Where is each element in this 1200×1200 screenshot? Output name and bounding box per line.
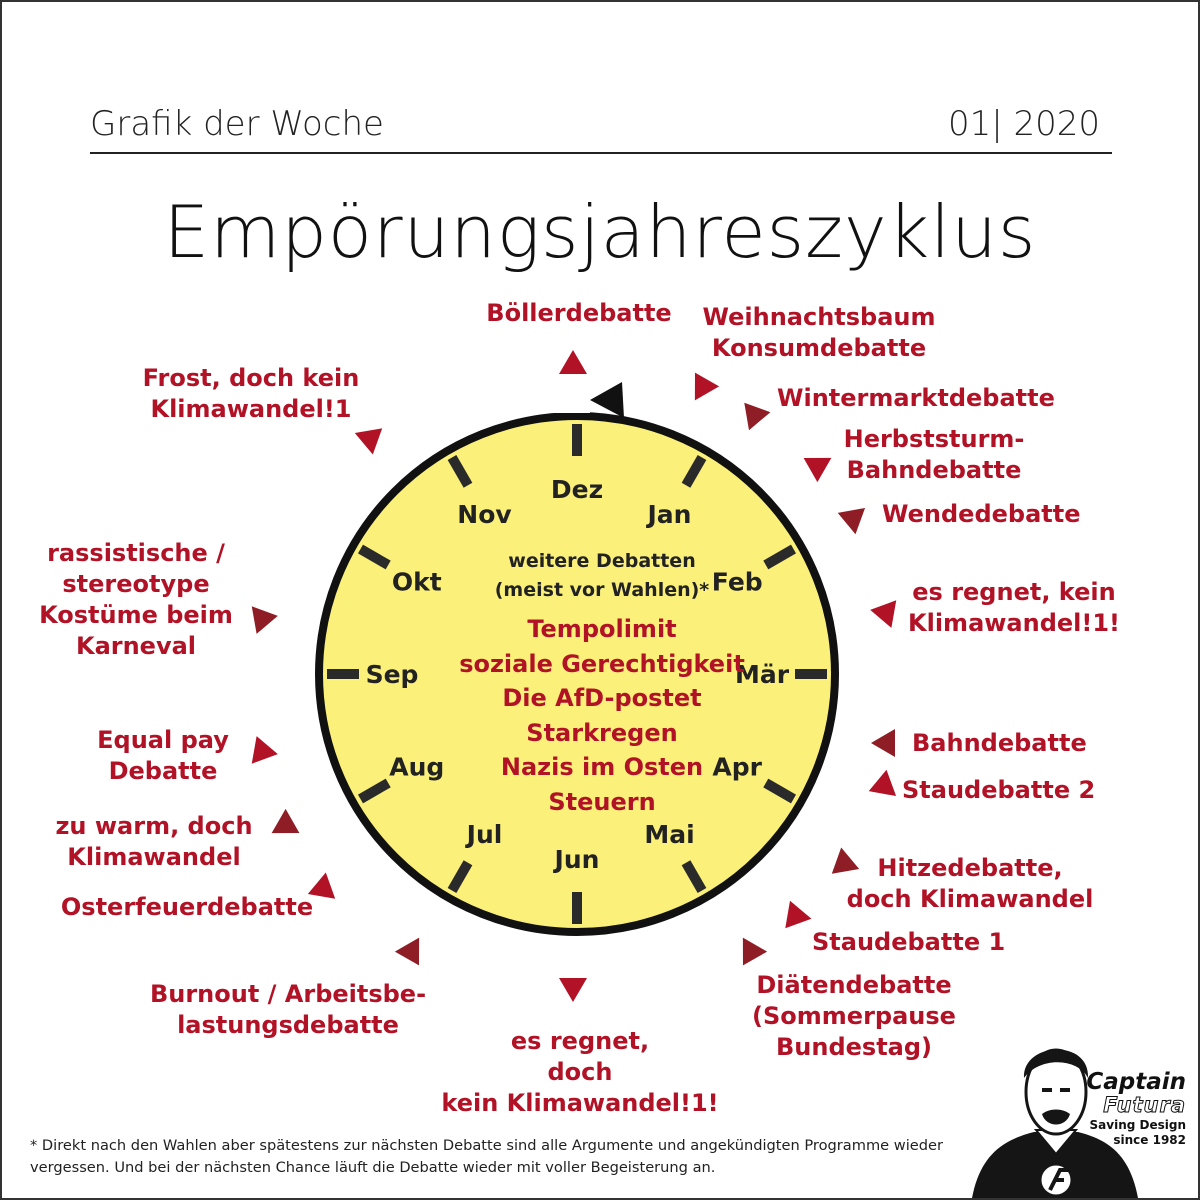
- month-label: Nov: [457, 499, 512, 529]
- debate-label-line: Karneval: [75, 632, 197, 660]
- debate-label-line: Bahndebatte: [912, 729, 1087, 757]
- month-label: Jan: [647, 499, 692, 529]
- debate-pointer-equal-pay: [252, 736, 280, 768]
- debate-label-burnout: [150, 979, 426, 1041]
- month-label: Mär: [734, 660, 790, 689]
- debate-label-line: Staudebatte 1: [812, 928, 1006, 956]
- debate-label-weihnachtsbaum: [702, 302, 935, 364]
- center-topic: Die AfD-postet: [502, 684, 702, 712]
- debate-pointer-karneval: [252, 602, 280, 634]
- debate-pointer-frost: [355, 418, 391, 455]
- debate-pointer-wende: [833, 500, 865, 535]
- debate-label-osterfeuer: [61, 892, 313, 923]
- page-title: Empörungsjahreszyklus: [163, 190, 1037, 274]
- debate-label-herbststurm: [844, 424, 1025, 486]
- debate-label-equal-pay: [97, 725, 229, 787]
- debate-label-line: Bahndebatte: [846, 456, 1022, 484]
- debate-label-staude-2: [902, 775, 1095, 806]
- brand-since: since 1982: [1113, 1133, 1186, 1147]
- debate-label-line: Equal pay: [97, 726, 229, 754]
- debate-label-line: lastungsdebatte: [177, 1011, 399, 1039]
- month-label: Apr: [712, 752, 763, 782]
- debate-label-line: Frost, doch kein: [142, 364, 360, 392]
- debate-label-regnet-kein: [908, 577, 1120, 639]
- debate-label-line: Böllerdebatte: [486, 299, 672, 327]
- debate-label-line: es regnet,: [510, 1027, 650, 1055]
- month-label: Sep: [365, 660, 419, 689]
- brand-name-bottom: Futura: [1103, 1093, 1186, 1117]
- month-label: Mai: [644, 820, 695, 850]
- debate-label-line: Wintermarktdebatte: [777, 384, 1055, 412]
- debate-label-regnet-doch: [441, 1026, 718, 1119]
- debate-label-line: Klimawandel!1: [150, 395, 352, 423]
- center-topic: Steuern: [548, 787, 656, 816]
- month-label: Aug: [389, 752, 445, 782]
- debate-label-line: es regnet, kein: [912, 578, 1116, 606]
- debate-label-line: doch: [547, 1058, 613, 1086]
- center-topic: Nazis im Osten: [500, 753, 704, 781]
- debate-label-line: (Sommerpause: [752, 1002, 956, 1030]
- center-topic: soziale Gerechtigkeit: [459, 649, 745, 678]
- debate-label-line: Klimawandel!1!: [908, 609, 1120, 637]
- center-topic-list: [432, 612, 772, 819]
- debate-pointer-regnet-kein: [868, 596, 896, 628]
- brand-name-top: Captain: [1086, 1069, 1186, 1095]
- debate-label-karneval: [39, 538, 233, 662]
- brand-tagline: Saving Design: [1089, 1118, 1186, 1132]
- debate-label-line: Burnout / Arbeitsbe-: [149, 980, 427, 1008]
- debate-label-line: rassistische /: [47, 539, 225, 567]
- center-topic: Tempolimit: [527, 615, 677, 643]
- debate-pointer-zu-warm: [272, 809, 307, 845]
- debate-pointer-burnout: [395, 938, 431, 973]
- center-intro: [442, 547, 762, 605]
- debate-label-line: stereotype: [62, 570, 210, 598]
- debate-label-line: Osterfeuerdebatte: [60, 893, 314, 921]
- month-label: Dez: [550, 475, 604, 504]
- center-topic: Starkregen: [526, 718, 678, 747]
- debate-label-diaeten: [752, 970, 956, 1063]
- debate-label-line: Klimawandel: [67, 843, 241, 871]
- center-intro-line: (meist vor Wahlen)*: [494, 579, 710, 601]
- debate-label-hitze: [847, 853, 1094, 915]
- debate-pointer-weihnachtsbaum: [683, 366, 719, 401]
- header-series-label: Grafik der Woche: [90, 104, 384, 144]
- debate-pointer-staude-1: [775, 901, 812, 937]
- debate-label-bahn: [912, 728, 1087, 759]
- brand-wordmark: [1074, 1070, 1186, 1148]
- debate-label-line: Konsumdebatte: [711, 334, 927, 362]
- debate-label-wintermarkt: [777, 383, 1055, 414]
- header-issue-number: 01| 2020: [947, 104, 1100, 144]
- month-label: Okt: [391, 567, 442, 597]
- debate-label-line: Hitzedebatte,: [877, 854, 1063, 882]
- debate-label-wende: [882, 499, 1081, 530]
- debate-label-line: Diätendebatte: [756, 971, 952, 999]
- debate-pointer-wintermarkt: [734, 394, 771, 430]
- debate-label-boellerdebatte: [486, 298, 671, 329]
- footnote: * Direkt nach den Wahlen aber spätestens zur nächsten Debatte sind alle Argumente und angekündigten Programme wieder vergessen. Und bei der nächsten Chance läuft die Debatte wieder mit voller Begeisterung an.: [30, 1137, 943, 1176]
- debate-label-line: doch Klimawandel: [846, 885, 1094, 913]
- debate-label-line: kein Klimawandel!1!: [441, 1089, 719, 1117]
- debate-label-line: Staudebatte 2: [902, 776, 1096, 804]
- debate-label-line: Kostüme beim: [39, 601, 233, 629]
- center-intro-line: weitere Debatten: [508, 550, 696, 572]
- debate-label-line: Herbststurm-: [843, 425, 1025, 453]
- debate-label-line: Bundestag): [775, 1033, 933, 1061]
- debate-pointer-diaeten: [731, 938, 767, 973]
- debate-label-staude-1: [812, 927, 1005, 958]
- month-label: Feb: [711, 567, 763, 597]
- debate-label-zu-warm: [55, 811, 252, 873]
- debate-pointer-staude-2: [864, 770, 896, 805]
- cycle-gap: [542, 387, 590, 413]
- debate-label-line: Wendedebatte: [882, 500, 1081, 528]
- debate-pointer-herbststurm: [797, 446, 832, 482]
- debate-label-line: Weihnachtsbaum: [702, 303, 936, 331]
- debate-pointer-regnet-doch: [559, 978, 587, 1002]
- debate-label-line: zu warm, doch: [55, 812, 253, 840]
- cycle-direction-arrow: [590, 382, 624, 418]
- debate-pointer-osterfeuer: [308, 873, 344, 910]
- debate-pointer-bahn: [871, 729, 895, 757]
- debate-label-frost: [143, 363, 360, 425]
- month-label: Jun: [554, 845, 600, 874]
- debate-label-line: Debatte: [108, 757, 218, 785]
- month-label: Jul: [466, 820, 503, 850]
- debate-pointer-boellerdebatte: [559, 350, 587, 374]
